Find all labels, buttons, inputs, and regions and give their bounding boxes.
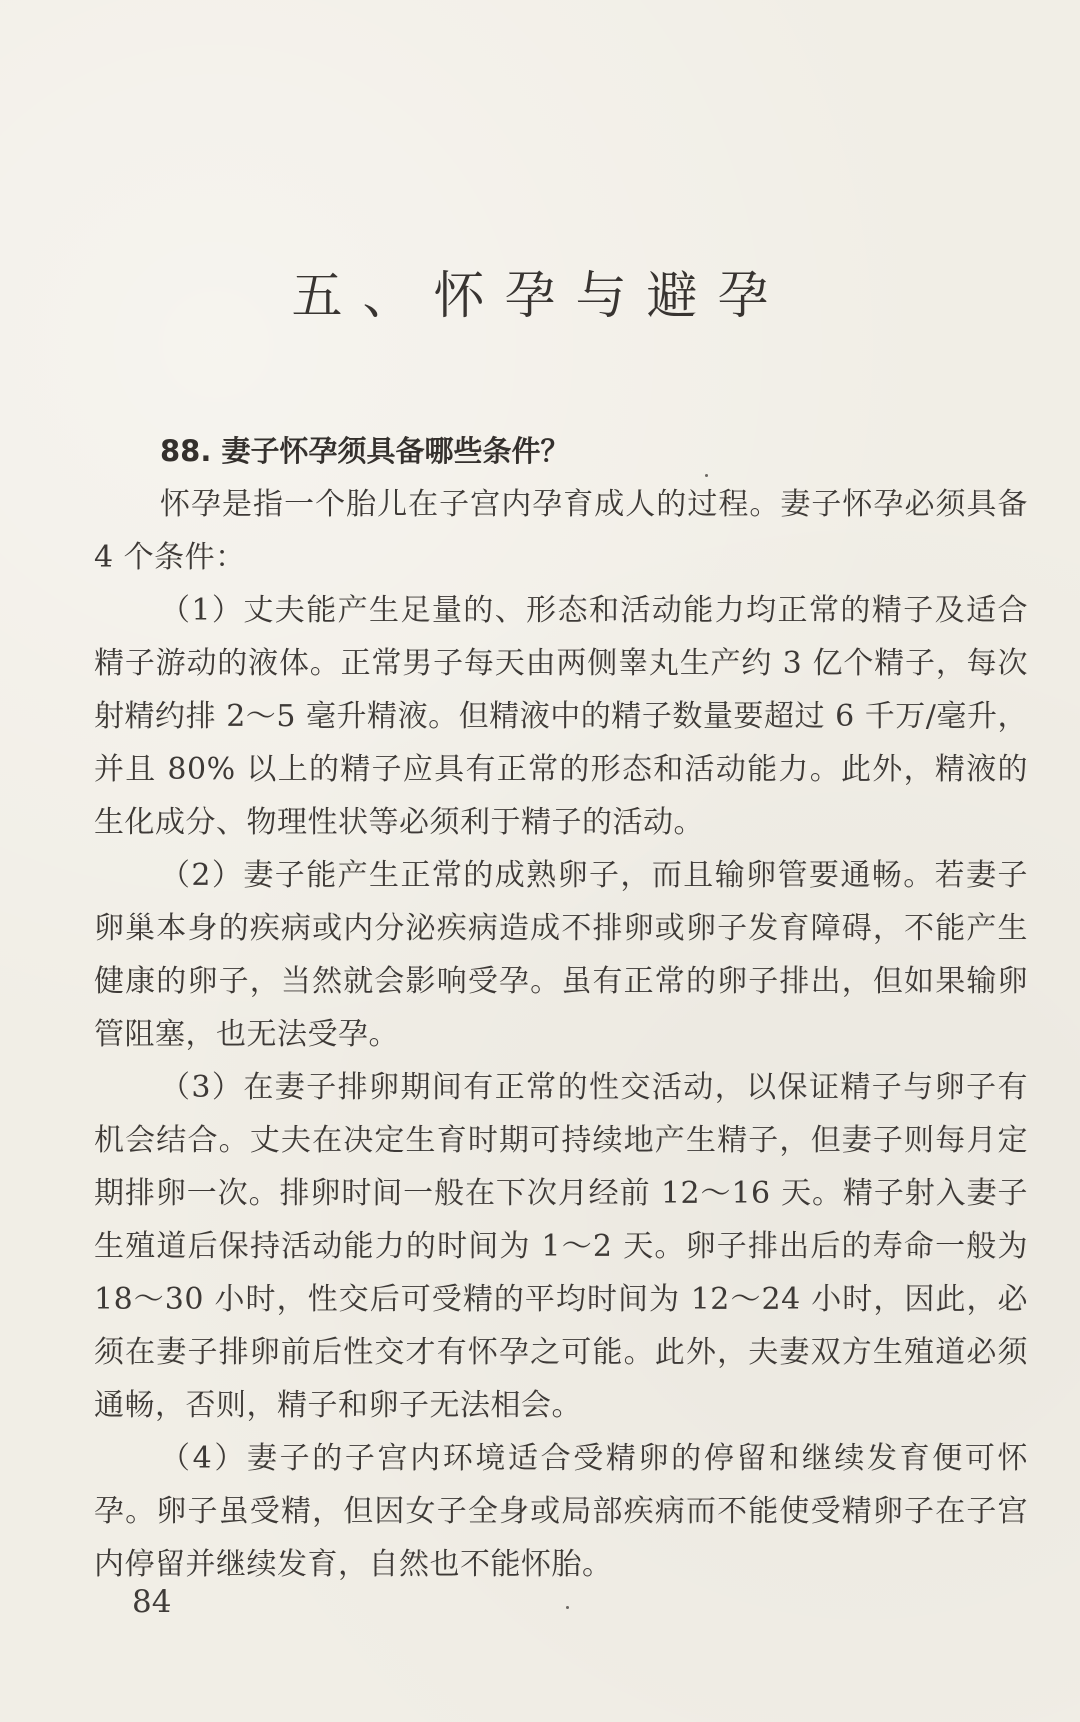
scan-speck	[705, 474, 708, 477]
scan-speck	[566, 1606, 569, 1609]
paragraph-condition-3: （3）在妻子排卵期间有正常的性交活动，以保证精子与卵子有机会结合。丈夫在决定生育时期可持续地产生精子，但妻子则每月定期排卵一次。排卵时间一般在下次月经前 12～16 天。精子射入妻子生殖道后保持活动能力的时间为 1～2 天。卵子排出后的寿命一般为 18～30 小时，性交后可受精的平均时间为 12～24 小时，因此，必须在妻子排卵前后性交才有怀孕之可能。此外，夫妻双方生殖道必须通畅，否则，精子和卵子无法相会。	[94, 1070, 1028, 1423]
chapter-title: 五、怀孕与避孕	[291, 267, 789, 326]
page-number: 84	[132, 1584, 172, 1620]
paragraph-condition-2: （2）妻子能产生正常的成熟卵子，而且输卵管要通畅。若妻子卵巢本身的疾病或内分泌疾病造成不排卵或卵子发育障碍，不能产生健康的卵子，当然就会影响受孕。虽有正常的卵子排出，但如果输卵管阻塞，也无法受孕。	[94, 858, 1028, 1052]
page-content	[94, 425, 1028, 1591]
paragraph-intro: 怀孕是指一个胎儿在子宫内孕育成人的过程。妻子怀孕必须具备 4 个条件：	[94, 487, 1028, 575]
paragraph-condition-1: （1）丈夫能产生足量的、形态和活动能力均正常的精子及适合精子游动的液体。正常男子每天由两侧睾丸生产约 3 亿个精子，每次射精约排 2～5 毫升精液。但精液中的精子数量要超过 6 千万/毫升，并且 80% 以上的精子应具有正常的形态和活动能力。此外，精液的生化成分、物理性状等必须利于精子的活动。	[94, 593, 1028, 840]
paragraph-condition-4: （4）妻子的子宫内环境适合受精卵的停留和继续发育便可怀孕。卵子虽受精，但因女子全身或局部疾病而不能使受精卵子在子宫内停留并继续发育，自然也不能怀胎。	[94, 1441, 1028, 1582]
question-heading: 88. 妻子怀孕须具备哪些条件？	[160, 434, 570, 468]
